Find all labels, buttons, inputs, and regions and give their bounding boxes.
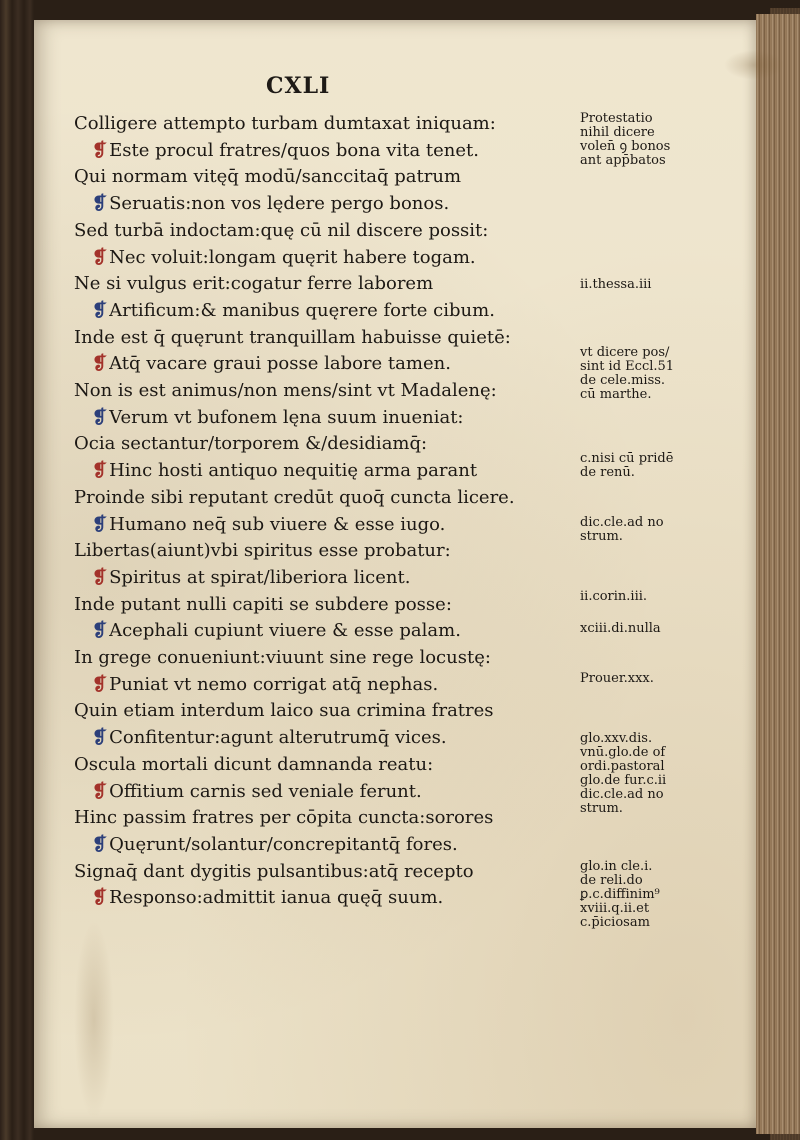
paragraph-mark: ❡ xyxy=(92,513,108,535)
verse-line xyxy=(74,164,461,190)
paragraph-mark: ❡ xyxy=(92,780,108,802)
paragraph-mark: ❡ xyxy=(92,833,108,855)
margin-note: glo.xxv.dis. vnū.glo.de of ordi.pastoral glo.de fur.c.ii dic.cle.ad no strum. xyxy=(580,731,667,816)
margin-note: glo.in cle.i. de reli.do ꝑ.c.diffinim⁹ xviii.q.ii.et c.p̄iciosam xyxy=(580,859,660,930)
verse-line-text: Quin etiam interdum laico sua crimina fratres xyxy=(74,700,494,722)
verse-line xyxy=(74,859,474,885)
verse-line xyxy=(92,565,410,591)
verse-line xyxy=(92,618,461,644)
verse-line xyxy=(74,271,433,297)
verse-line xyxy=(74,698,494,724)
verse-line xyxy=(92,191,449,217)
verse-line xyxy=(74,645,491,671)
paragraph-mark: ❡ xyxy=(92,406,108,428)
verse-line-text: Este procul fratres/quos bona vita tenet. xyxy=(109,139,479,161)
verse-line-text: Sed turbā indoctam:quę cū nil discere possit: xyxy=(74,219,489,241)
verse-line xyxy=(92,138,479,164)
verse-line-text: Hinc passim fratres per cōpita cuncta:sorores xyxy=(74,807,494,829)
margin-note: xciii.di.nulla xyxy=(580,621,661,636)
verse-line-text: Proinde sibi reputant credūt quoq̄ cuncta licere. xyxy=(74,486,515,508)
verse-line-text: Nec voluit:longam quęrit habere togam. xyxy=(109,246,476,268)
verse-line xyxy=(74,485,515,511)
verse-line xyxy=(74,538,451,564)
verse-line xyxy=(92,779,422,805)
verse-line xyxy=(74,752,433,778)
verse-line-text: Offitium carnis sed veniale ferunt. xyxy=(109,780,422,802)
verse-line-text: In grege conueniunt:viuunt sine rege locustę: xyxy=(74,647,491,668)
verse-line xyxy=(92,405,464,431)
paragraph-mark: ❡ xyxy=(92,620,108,642)
verse-line-text: Atq̄ vacare graui posse labore tamen. xyxy=(109,353,451,375)
paragraph-mark: ❡ xyxy=(92,566,108,588)
paragraph-mark: ❡ xyxy=(92,727,108,749)
verse-line xyxy=(74,218,488,244)
verse-line-text: Verum vt bufonem lęna suum inueniat: xyxy=(109,406,464,428)
margin-note: c.nisi cū pridē de renū. xyxy=(580,451,674,480)
verse-line xyxy=(92,458,477,484)
verse-line-text: Qui normam vitęq̄ modū/sanccitaq̄ patrum xyxy=(74,166,462,188)
verse-line-text: Seruatis:non vos lędere pergo bonos. xyxy=(109,193,450,215)
paragraph-mark: ❡ xyxy=(92,299,108,321)
verse-line-text: Humano neq̄ sub viuere & esse iugo. xyxy=(109,513,446,535)
paragraph-mark: ❡ xyxy=(92,139,108,161)
verse-line-text: Acephali cupiunt viuere & esse palam. xyxy=(109,620,461,642)
paragraph-mark: ❡ xyxy=(92,246,108,268)
verse-line-text: Inde putant nulli capiti se subdere posse: xyxy=(74,593,452,615)
paragraph-mark: ❡ xyxy=(92,887,108,909)
verse-line-text: Signaq̄ dant dygitis pulsantibus:atq̄ recepto xyxy=(74,860,474,882)
paragraph-mark: ❡ xyxy=(92,673,108,695)
margin-note: Protestatio nihil dicere volen̄ ꝯ bonos ant app̄batos xyxy=(580,111,671,168)
verse-line xyxy=(92,245,476,271)
margin-note: dic.cle.ad no strum. xyxy=(580,515,664,544)
verse-line-text: Colligere attempto turbam dumtaxat iniquam: xyxy=(74,113,496,134)
verse-line xyxy=(74,111,496,137)
verse-line xyxy=(74,431,427,457)
verse-line-text: Hinc hosti antiquo nequitię arma parant xyxy=(109,460,478,482)
verse-line xyxy=(74,325,511,351)
margin-note: ii.corin.iii. xyxy=(580,589,648,604)
paper-stain xyxy=(74,920,114,1120)
page-edges xyxy=(756,14,800,1134)
verse-line-text: Artificum:& manibus quęrere forte cibum. xyxy=(109,299,495,321)
verse-line xyxy=(92,298,495,324)
margin-note: vt dicere pos/ sint id Eccl.51 de cele.miss. cū marthe. xyxy=(580,345,675,402)
verse-line xyxy=(92,512,445,538)
verse-line-text: Puniat vt nemo corrigat atq̄ nephas. xyxy=(109,673,439,695)
verse-line-text: Quęrunt/solantur/concrepitantq̄ fores. xyxy=(109,833,458,855)
verse-line xyxy=(92,885,443,911)
verse-line-text: Inde est q̄ quęrunt tranquillam habuisse quietē: xyxy=(74,326,511,348)
verse-line xyxy=(74,378,497,404)
folio-number: CXLI xyxy=(266,73,331,99)
paragraph-mark: ❡ xyxy=(92,193,108,215)
verse-line xyxy=(92,672,438,698)
paper-stain xyxy=(724,50,784,80)
margin-note: ii.thessa.iii xyxy=(580,277,652,292)
paragraph-mark: ❡ xyxy=(92,353,108,375)
margin-note: Prouer.xxx. xyxy=(580,671,654,686)
verse-line-text: Non is est animus/non mens/sint vt Madalenę: xyxy=(74,380,497,401)
verse-line-text: Ocia sectantur/torporem &/desidiamq̄: xyxy=(74,433,428,455)
verse-line xyxy=(92,351,451,377)
verse-line-text: Confitentur:agunt alterutrumq̄ vices. xyxy=(109,727,447,749)
verse-line xyxy=(92,725,447,751)
paragraph-mark: ❡ xyxy=(92,460,108,482)
verse-line-text: Libertas(aiunt)vbi spiritus esse probatur: xyxy=(74,540,451,562)
verse-line-text: Spiritus at spirat/liberiora licent. xyxy=(109,566,411,588)
verse-line-text: Ne si vulgus erit:cogatur ferre laborem xyxy=(74,273,434,295)
verse-line-text: Oscula mortali dicunt damnanda reatu: xyxy=(74,753,434,775)
verse-line xyxy=(74,592,452,618)
verse-line xyxy=(74,805,493,831)
verse-line-text: Responso:admittit ianua quęq̄ suum. xyxy=(109,887,444,909)
verse-line xyxy=(92,832,458,858)
